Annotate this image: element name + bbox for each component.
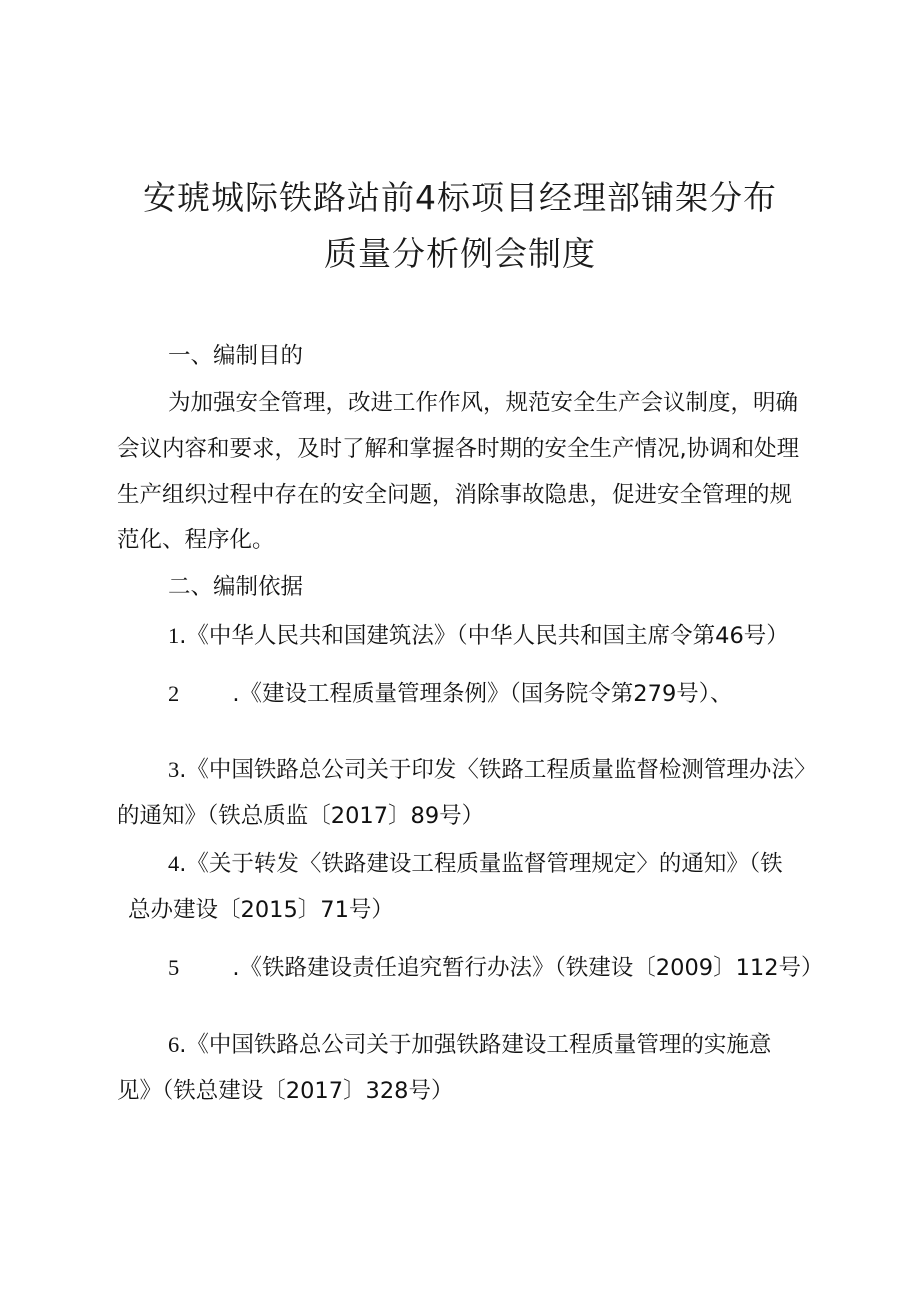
reference-text: .《中华人民共和国建筑法》（中华人民共和国主席令第46号） bbox=[179, 623, 789, 649]
section-1-paragraph-line: 生产组织过程中存在的安全问题，消除事故隐患，促进安全管理的规 bbox=[117, 482, 793, 508]
reference-number: 3 bbox=[168, 757, 180, 782]
reference-number: 4 bbox=[168, 851, 180, 876]
reference-text: .《铁路建设责任追究暂行办法》（铁建设〔2009〕112号） bbox=[232, 955, 824, 981]
reference-item-4 bbox=[168, 846, 783, 878]
section-1-paragraph-line: 会议内容和要求，及时了解和掌握各时期的安全生产情况,协调和处理 bbox=[117, 436, 800, 462]
reference-item-6-continuation: 见》（铁总建设〔2017〕328号） bbox=[117, 1078, 454, 1104]
reference-item-2 bbox=[168, 676, 733, 708]
reference-number: 2 bbox=[168, 681, 180, 706]
section-1-heading: 一、编制目的 bbox=[168, 343, 304, 369]
reference-item-5 bbox=[168, 950, 824, 982]
document-title-line-1: 安琥城际铁路站前4标项目经理部铺架分布 bbox=[143, 178, 777, 217]
reference-item-4-continuation: 总办建设〔2015〕71号） bbox=[128, 897, 394, 923]
reference-number: 5 bbox=[168, 955, 180, 980]
reference-text: .《中国铁路总公司关于加强铁路建设工程质量管理的实施意 bbox=[179, 1032, 772, 1058]
reference-text: .《关于转发〈铁路建设工程质量监督管理规定〉的通知》（铁 bbox=[179, 851, 783, 877]
section-1-paragraph-line: 范化、程序化。 bbox=[117, 527, 275, 553]
reference-item-1 bbox=[168, 618, 789, 650]
reference-item-6 bbox=[168, 1027, 771, 1059]
reference-item-3-continuation: 的通知》（铁总质监〔2017〕89号） bbox=[117, 803, 485, 829]
reference-number: 1 bbox=[168, 623, 180, 648]
section-2-heading: 二、编制依据 bbox=[168, 574, 304, 600]
reference-number: 6 bbox=[168, 1032, 180, 1057]
reference-text: .《建设工程质量管理条例》（国务院令第279号）、 bbox=[232, 681, 733, 707]
reference-item-3 bbox=[168, 752, 816, 784]
section-1-paragraph-line: 为加强安全管理，改进工作作风，规范安全生产会议制度，明确 bbox=[168, 390, 799, 416]
document-title-line-2: 质量分析例会制度 bbox=[324, 234, 596, 273]
reference-text: .《中国铁路总公司关于印发〈铁路工程质量监督检测管理办法〉 bbox=[179, 757, 817, 783]
